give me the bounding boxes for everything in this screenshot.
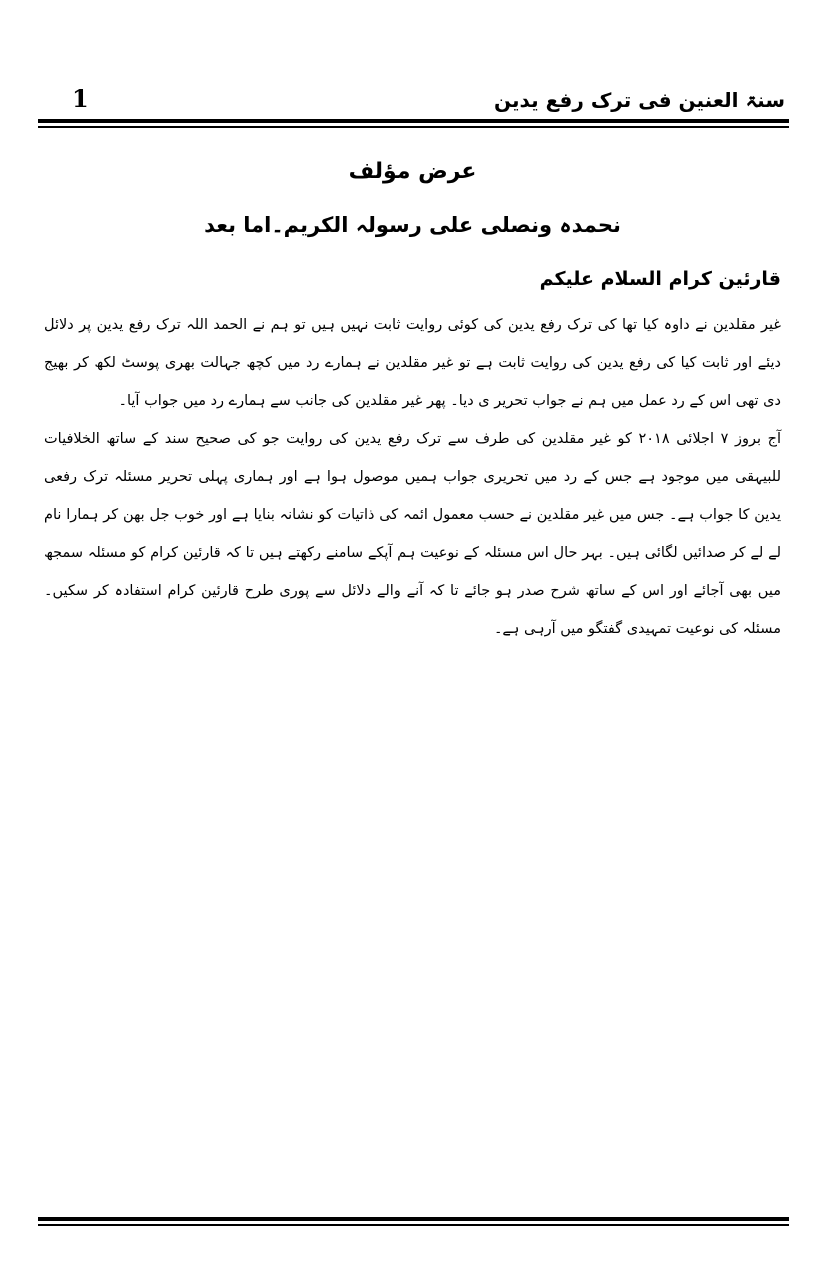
paragraph-2: آج بروز ۷ اجلائی ۲۰۱۸ کو غیر مقلدین کی طرف سے ترک رفع یدین کی روایت جو کی صحیح سند کے ساتھ الخلافیات للبیہقی میں موجود ہے جس کے رد میں تحریری جواب ہمیں موصول ہوا ہے اور ہماری پہلی تحریر مسئلہ ترک رفعی یدین کا جواب ہے۔ جس میں غیر مقلدین نے حسب معمول ائمہ کی ذاتیات کو نشانہ بنایا ہے اور خوب جل بھن کر ہمارا نام لے لے کر صدائیں لگائی ہیں۔ بہر حال اس مسئلہ کے نوعیت ہم آپکے سامنے رکھتے ہیں تا کہ قارئین کرام کو مسئلہ سمجھ میں بھی آجائے اور اس کے ساتھ شرح صدر ہو جائے تا کہ آنے والے دلائل سے پوری طرح قارئین کرام استفادہ کر سکیں۔ مسئلہ کی نوعیت تمہیدی گفتگو میں آرہی ہے۔ [44,431,781,637]
footer-divider [38,1217,789,1226]
header-divider-thin [38,126,789,128]
page-header [40,80,785,116]
header-divider [38,119,789,128]
section-title: عرض مؤلف [348,159,477,184]
page-content [44,150,781,648]
footer-divider-thick [38,1217,789,1221]
header-divider-thick [38,119,789,123]
page-number: 1 [72,84,89,113]
footer-divider-thin [38,1224,789,1226]
running-title: سنۃ العنین فی ترک رفع یدین [494,88,785,112]
greeting: قارئین کرام السلام علیکم [539,268,781,290]
paragraph-1: غیر مقلدین نے داوہ کیا تھا کی ترک رفع یدین کی کوئی روایت ثابت نہیں ہیں تو ہم نے الحمد اللہ ترک رفع یدین پر دلائل دیئے اور ثابت کیا کی رفع یدین کی روایت ثابت ہے تو غیر مقلدین نے ہمارے رد میں کچھ جہالت بھری پوسٹ لکھ کر بھیج دی تھی اس کے رد عمل میں ہم نے جواب تحریر ی دیا۔ پھر غیر مقلدین کی جانب سے ہمارے رد میں جواب آیا۔ [44,317,781,409]
invocation-line: نحمدہ ونصلی علی رسولہ الکریم۔اما بعد [204,213,621,237]
